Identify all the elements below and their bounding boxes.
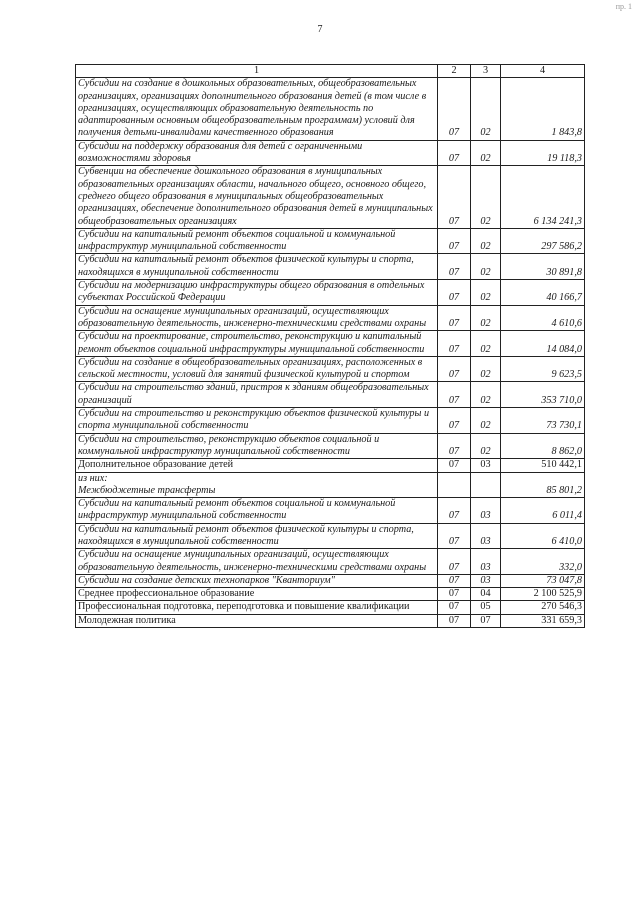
row-amount: 8 862,0 <box>501 433 585 459</box>
row-section: 07 <box>438 78 471 140</box>
row-amount: 19 118,3 <box>501 140 585 166</box>
table-row <box>76 254 585 280</box>
row-amount: 510 442,1 <box>501 459 585 472</box>
row-amount: 331 659,3 <box>501 614 585 627</box>
row-section: 07 <box>438 523 471 549</box>
row-subsection: 02 <box>471 166 501 228</box>
row-section: 07 <box>438 433 471 459</box>
row-section: 07 <box>438 331 471 357</box>
row-section: 07 <box>438 549 471 575</box>
page-number: 7 <box>317 24 323 35</box>
row-section: 07 <box>438 588 471 601</box>
row-subsection: 03 <box>471 523 501 549</box>
row-subsection: 04 <box>471 588 501 601</box>
row-amount: 9 623,5 <box>501 356 585 382</box>
row-name <box>76 472 438 498</box>
row-name: Субсидии на оснащение муниципальных организаций, осуществляющих образовательную деятельность, инженерно-техническими средствами охраны <box>76 549 438 575</box>
row-name: Субсидии на капитальный ремонт объектов физической культуры и спорта, находящихся в муниципальной собственности <box>76 254 438 280</box>
table-row <box>76 140 585 166</box>
row-name: Субсидии на модернизацию инфраструктуры общего образования в отдельных субъектах Российской Федерации <box>76 280 438 306</box>
row-name-prefix: из них: <box>78 472 108 484</box>
row-name: Субсидии на создание в общеобразовательных организациях, расположенных в сельской местности, условий для занятий физической культурой и спортом <box>76 356 438 382</box>
row-name: Субсидии на поддержку образования для детей с ограниченными возможностями здоровья <box>76 140 438 166</box>
row-name: Субсидии на создание детских технопарков "Кванториум" <box>76 574 438 587</box>
row-name: Субсидии на строительство и реконструкцию объектов физической культуры и спорта муниципальной собственности <box>76 408 438 434</box>
row-section <box>438 472 471 498</box>
row-name: Субсидии на строительство зданий, пристроя к зданиям общеобразовательных организаций <box>76 382 438 408</box>
row-amount: 1 843,8 <box>501 78 585 140</box>
row-amount: 40 166,7 <box>501 280 585 306</box>
row-subsection: 02 <box>471 356 501 382</box>
row-name: Субвенции на обеспечение дошкольного образования в муниципальных образовательных организациях области, начального общего, основного общего, среднего общего образования в муниципальных общеобразовательных организациях, обеспечение дополнительного образования детей в муниципальных общеобразовательных организациях <box>76 166 438 228</box>
row-name-main: Межбюджетные трансферты <box>78 484 216 496</box>
row-subsection: 07 <box>471 614 501 627</box>
table-row <box>76 331 585 357</box>
row-subsection: 02 <box>471 331 501 357</box>
table-header-row <box>76 65 585 78</box>
row-section: 07 <box>438 574 471 587</box>
row-amount: 332,0 <box>501 549 585 575</box>
table-row <box>76 523 585 549</box>
row-amount: 14 084,0 <box>501 331 585 357</box>
budget-table <box>75 64 585 628</box>
row-subsection: 02 <box>471 305 501 331</box>
row-name: Субсидии на капитальный ремонт объектов социальной и коммунальной инфраструктур муниципальной собственности <box>76 498 438 524</box>
table-row <box>76 78 585 140</box>
row-name: Субсидии на оснащение муниципальных организаций, осуществляющих образовательную деятельность, инженерно-техническими средствами охраны <box>76 305 438 331</box>
row-name: Среднее профессиональное образование <box>76 588 438 601</box>
table-row <box>76 601 585 614</box>
row-section: 07 <box>438 408 471 434</box>
row-section: 07 <box>438 166 471 228</box>
row-section: 07 <box>438 356 471 382</box>
row-subsection: 02 <box>471 78 501 140</box>
row-subsection: 03 <box>471 498 501 524</box>
table-row <box>76 433 585 459</box>
row-subsection: 02 <box>471 280 501 306</box>
row-section: 07 <box>438 305 471 331</box>
row-amount: 270 546,3 <box>501 601 585 614</box>
row-amount: 85 801,2 <box>501 472 585 498</box>
row-name: Субсидии на создание в дошкольных образовательных, общеобразовательных организациях, организациях дополнительного образования детей (в том числе в организациях, осуществляющих образовательную деятельность по адаптированным основным общеобразовательным программам) условий для получения детьми-инвалидами качественного образования <box>76 78 438 140</box>
row-amount: 73 730,1 <box>501 408 585 434</box>
table-row <box>76 472 585 498</box>
row-subsection: 02 <box>471 408 501 434</box>
table-row <box>76 228 585 254</box>
row-subsection: 03 <box>471 574 501 587</box>
row-amount: 6 410,0 <box>501 523 585 549</box>
row-amount: 353 710,0 <box>501 382 585 408</box>
row-section: 07 <box>438 614 471 627</box>
row-subsection: 05 <box>471 601 501 614</box>
row-subsection: 02 <box>471 140 501 166</box>
table-row <box>76 574 585 587</box>
row-subsection: 03 <box>471 459 501 472</box>
row-subsection: 02 <box>471 433 501 459</box>
row-amount: 2 100 525,9 <box>501 588 585 601</box>
row-amount: 6 011,4 <box>501 498 585 524</box>
row-section: 07 <box>438 601 471 614</box>
table-row <box>76 280 585 306</box>
table-row <box>76 549 585 575</box>
row-name: Профессиональная подготовка, переподготовка и повышение квалификации <box>76 601 438 614</box>
row-subsection <box>471 472 501 498</box>
row-subsection: 02 <box>471 254 501 280</box>
table-row <box>76 408 585 434</box>
row-section: 07 <box>438 280 471 306</box>
table-row <box>76 498 585 524</box>
row-name: Субсидии на капитальный ремонт объектов социальной и коммунальной инфраструктур муниципальной собственности <box>76 228 438 254</box>
table-row <box>76 356 585 382</box>
row-amount: 297 586,2 <box>501 228 585 254</box>
row-amount: 6 134 241,3 <box>501 166 585 228</box>
corner-mark: пр. 1 <box>615 2 632 11</box>
row-subsection: 02 <box>471 382 501 408</box>
row-subsection: 03 <box>471 549 501 575</box>
table-row <box>76 166 585 228</box>
table-row <box>76 459 585 472</box>
column-header-3: 3 <box>471 65 501 78</box>
row-name: Субсидии на строительство, реконструкцию объектов социальной и коммунальной инфраструктур муниципальной собственности <box>76 433 438 459</box>
row-subsection: 02 <box>471 228 501 254</box>
table-row <box>76 614 585 627</box>
row-section: 07 <box>438 498 471 524</box>
table-row <box>76 588 585 601</box>
column-header-4: 4 <box>501 65 585 78</box>
row-section: 07 <box>438 382 471 408</box>
row-section: 07 <box>438 459 471 472</box>
row-amount: 73 047,8 <box>501 574 585 587</box>
row-section: 07 <box>438 228 471 254</box>
row-amount: 30 891,8 <box>501 254 585 280</box>
row-amount: 4 610,6 <box>501 305 585 331</box>
column-header-2: 2 <box>438 65 471 78</box>
column-header-1: 1 <box>76 65 438 78</box>
row-name: Субсидии на проектирование, строительство, реконструкцию и капитальный ремонт объектов социальной инфраструктуры муниципальной собственности <box>76 331 438 357</box>
row-section: 07 <box>438 140 471 166</box>
row-name: Молодежная политика <box>76 614 438 627</box>
table-row <box>76 305 585 331</box>
row-name: Субсидии на капитальный ремонт объектов физической культуры и спорта, находящихся в муниципальной собственности <box>76 523 438 549</box>
table-row <box>76 382 585 408</box>
row-section: 07 <box>438 254 471 280</box>
row-name: Дополнительное образование детей <box>76 459 438 472</box>
